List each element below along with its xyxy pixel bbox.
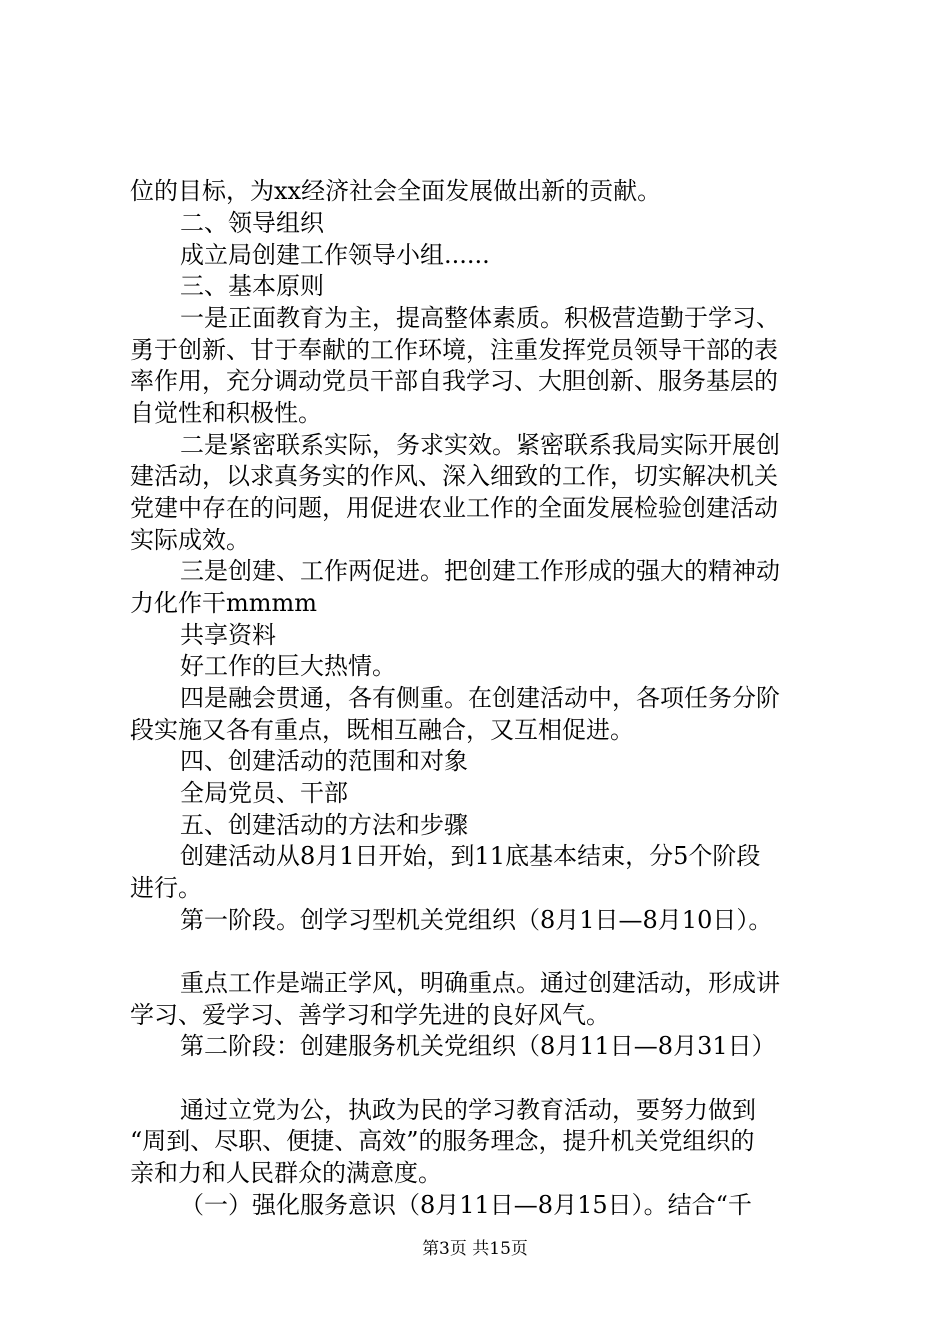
text-line: 进行。 [130,874,202,902]
phase-heading: 第一阶段。创学习型机关党组织（8月1日—8月10日）。 [180,906,773,934]
text-line: “周到、尽职、便捷、高效”的服务理念，提升机关党组织的 [130,1127,755,1155]
text-line: 共享资料 [180,621,276,649]
text-line: 建活动，以求真务实的作风、深入细致的工作，切实解决机关 [130,462,778,490]
text-line: 好工作的巨大热情。 [180,652,396,680]
text-line: 创建活动从8月1日开始，到11底基本结束，分5个阶段 [180,842,761,870]
text-line: 一是正面教育为主，提高整体素质。积极营造勤于学习、 [180,304,780,332]
text-line: 率作用，充分调动党员干部自我学习、大胆创新、服务基层的 [130,367,778,395]
text-line: 三是创建、工作两促进。把创建工作形成的强大的精神动 [180,557,780,585]
section-heading: 五、创建活动的方法和步骤 [180,811,468,839]
text-line: 实际成效。 [130,526,250,554]
section-heading: 四、创建活动的范围和对象 [180,747,468,775]
text-line: 段实施又各有重点，既相互融合，又互相促进。 [130,716,634,744]
text-line: 四是融会贯通，各有侧重。在创建活动中，各项任务分阶 [180,684,780,712]
text-line: 自觉性和积极性。 [130,399,322,427]
section-heading: 二、领导组织 [180,209,324,237]
text-line: 党建中存在的问题，用促进农业工作的全面发展检验创建活动 [130,494,778,522]
text-line: 二是紧密联系实际，务求实效。紧密联系我局实际开展创 [180,431,780,459]
text-line: 全局党员、干部 [180,779,348,807]
text-line: 学习、爱学习、善学习和学先进的良好风气。 [130,1001,610,1029]
text-line: （一）强化服务意识（8月11日—8月15日）。结合“千 [180,1191,752,1219]
phase-heading: 第二阶段：创建服务机关党组织（8月11日—8月31日） [180,1032,776,1060]
page-number-footer: 第3页 共15页 [422,1239,528,1259]
text-line: 成立局创建工作领导小组...... [180,241,490,269]
section-heading: 三、基本原则 [180,272,324,300]
text-line: 位的目标，为xx经济社会全面发展做出新的贡献。 [130,177,662,205]
text-line: 亲和力和人民群众的满意度。 [130,1159,442,1187]
text-line: 勇于创新、甘于奉献的工作环境，注重发挥党员领导干部的表 [130,336,778,364]
text-line: 通过立党为公，执政为民的学习教育活动，要努力做到 [180,1096,756,1124]
text-line: 重点工作是端正学风，明确重点。通过创建活动，形成讲 [180,969,780,997]
text-line: 力化作干mmmm [130,589,318,617]
